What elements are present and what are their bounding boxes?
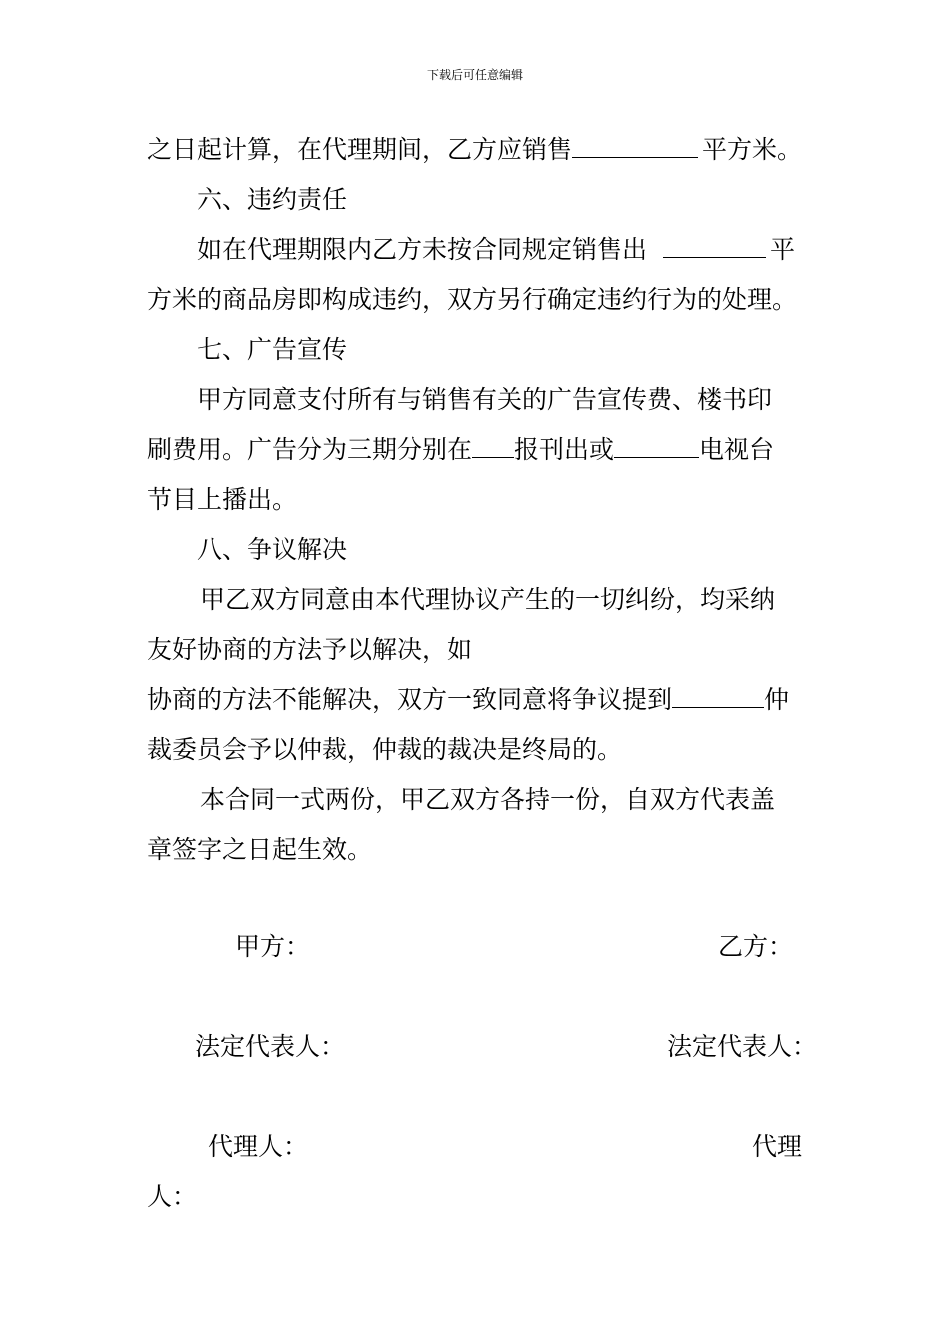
- party-a-label: 甲方：: [235, 932, 311, 961]
- party-b-agent-label: 代理: [752, 1132, 803, 1161]
- fill-blank: [614, 435, 699, 458]
- text-segment: 报刊出或: [514, 435, 615, 464]
- text-segment: 电视台: [699, 435, 775, 464]
- paragraph-line: 甲乙双方同意由本代理协议产生的一切纠纷，均采纳: [200, 585, 776, 614]
- fill-blank: [472, 435, 514, 458]
- paragraph-line: [147, 685, 789, 715]
- section-heading: 八、争议解决: [197, 535, 348, 564]
- paragraph-line: 友好协商的方法予以解决，如: [147, 635, 473, 664]
- paragraph-line: 章签字之日起生效。: [147, 835, 373, 864]
- text-segment: 平: [770, 235, 796, 264]
- section-heading: 六、违约责任: [197, 185, 348, 214]
- party-a-agent-label: 代理人：: [208, 1132, 309, 1161]
- paragraph-line: 甲方同意支付所有与销售有关的广告宣传费、楼书印: [197, 385, 773, 414]
- paragraph-line: [147, 135, 802, 165]
- paragraph-line: 节目上播出。: [147, 485, 298, 514]
- paragraph-line: 本合同一式两份，甲乙双方各持一份，自双方代表盖: [200, 785, 776, 814]
- text-segment: 之日起计算，在代理期间，乙方应销售: [147, 135, 573, 164]
- fill-blank: [663, 235, 766, 258]
- paragraph-line: [147, 435, 774, 465]
- paragraph-line: [197, 235, 795, 265]
- party-b-representative-label: 法定代表人：: [667, 1032, 818, 1061]
- paragraph-line: 裁委员会予以仲裁，仲裁的裁决是终局的。: [147, 735, 623, 764]
- fill-blank: [572, 135, 698, 158]
- paragraph-line: 方米的商品房即构成违约，双方另行确定违约行为的处理。: [147, 285, 798, 314]
- text-segment: 平方米。: [702, 135, 803, 164]
- text-segment: 如在代理期限内乙方未按合同规定销售出: [197, 235, 648, 264]
- party-b-label: 乙方：: [718, 932, 794, 961]
- party-a-representative-label: 法定代表人：: [195, 1032, 346, 1061]
- page-header: 下载后可任意编辑: [426, 68, 523, 82]
- section-heading: 七、广告宣传: [197, 335, 348, 364]
- text-segment: 刷费用。广告分为三期分别在: [147, 435, 473, 464]
- party-b-agent-label-continued: 人：: [147, 1182, 198, 1211]
- text-segment: 协商的方法不能解决，双方一致同意将争议提到: [147, 685, 673, 714]
- fill-blank: [672, 685, 764, 708]
- text-segment: 仲: [764, 685, 790, 714]
